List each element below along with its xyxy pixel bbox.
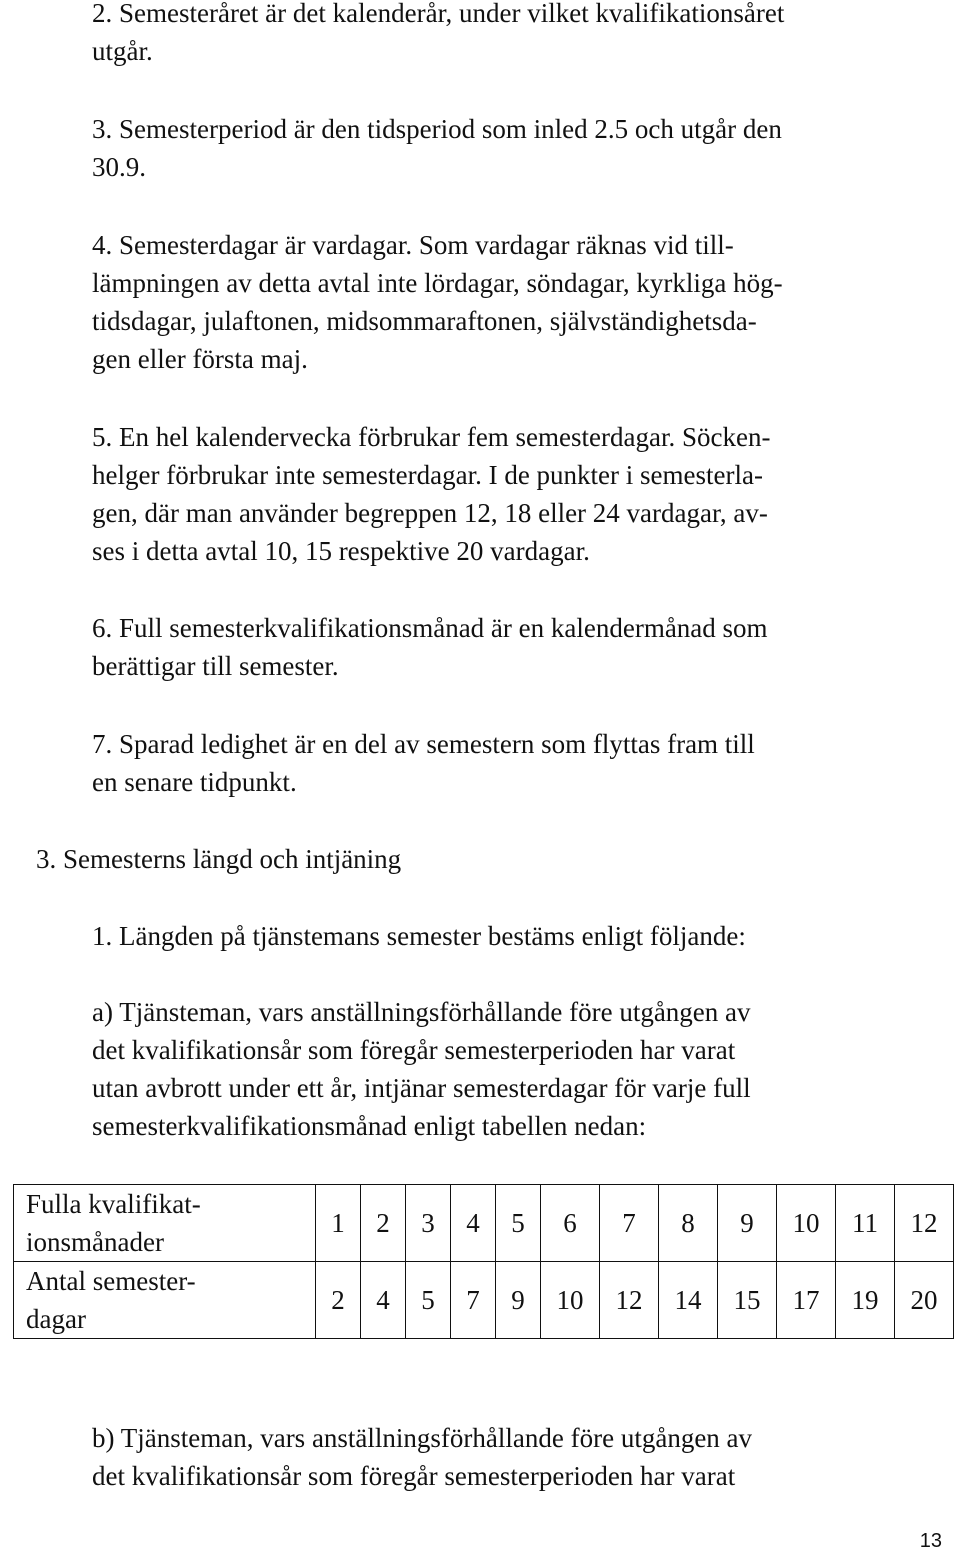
table-cell: 14 — [659, 1262, 718, 1339]
table-cell: 5 — [496, 1185, 541, 1262]
row-header-line: Fulla kvalifikat- — [26, 1189, 201, 1219]
paragraph-line: gen, där man använder begreppen 12, 18 eller 24 vardagar, av- — [92, 498, 768, 528]
table-cell: 10 — [541, 1262, 600, 1339]
row-header-line: Antal semester- — [26, 1266, 196, 1296]
paragraph-line: 4. Semesterdagar är vardagar. Som vardagar räknas vid till- — [92, 230, 734, 260]
paragraph-line: berättigar till semester. — [92, 651, 339, 681]
table-cell: 20 — [895, 1262, 954, 1339]
paragraph-line: 5. En hel kalendervecka förbrukar fem semesterdagar. Söcken- — [92, 422, 771, 452]
vacation-days-table — [13, 1184, 954, 1339]
table-row — [14, 1262, 954, 1339]
table-cell: 8 — [659, 1185, 718, 1262]
paragraph-line: det kvalifikationsår som föregår semesterperioden har varat — [92, 1035, 736, 1065]
paragraph-line: 2. Semesteråret är det kalenderår, under vilket kvalifikationsåret — [92, 0, 785, 28]
paragraph-line: semesterkvalifikationsmånad enligt tabellen nedan: — [92, 1111, 647, 1141]
table-cell: 12 — [895, 1185, 954, 1262]
table-cell: 4 — [361, 1262, 406, 1339]
paragraph-line: 7. Sparad ledighet är en del av semestern som flyttas fram till — [92, 729, 755, 759]
table-cell: 19 — [836, 1262, 895, 1339]
table-cell: 17 — [777, 1262, 836, 1339]
table-cell: 2 — [361, 1185, 406, 1262]
paragraph-line: 30.9. — [92, 152, 146, 182]
paragraph-line: en senare tidpunkt. — [92, 767, 297, 797]
row-header — [14, 1262, 316, 1339]
paragraph-line: tidsdagar, julaftonen, midsommaraftonen, självständighetsda- — [92, 306, 757, 336]
paragraph-line: a) Tjänsteman, vars anställningsförhållande före utgången av — [92, 997, 751, 1027]
table-row — [14, 1185, 954, 1262]
paragraph-line: ses i detta avtal 10, 15 respektive 20 vardagar. — [92, 536, 590, 566]
paragraph-line: 6. Full semesterkvalifikationsmånad är en kalendermånad som — [92, 613, 768, 643]
row-header — [14, 1185, 316, 1262]
paragraph-line: gen eller första maj. — [92, 344, 308, 374]
table-cell: 9 — [496, 1262, 541, 1339]
paragraph-line: b) Tjänsteman, vars anställningsförhållande före utgången av — [92, 1423, 753, 1453]
table-cell: 12 — [600, 1262, 659, 1339]
table-cell: 5 — [406, 1262, 451, 1339]
table-cell: 3 — [406, 1185, 451, 1262]
table-cell: 6 — [541, 1185, 600, 1262]
page-number: 13 — [919, 1530, 942, 1552]
table-cell: 4 — [451, 1185, 496, 1262]
paragraph-line: 1. Längden på tjänstemans semester bestäms enligt följande: — [92, 921, 746, 951]
table-cell: 7 — [600, 1185, 659, 1262]
table-cell: 11 — [836, 1185, 895, 1262]
paragraph-line: 3. Semesterperiod är den tidsperiod som inled 2.5 och utgår den — [92, 114, 782, 144]
table-cell: 1 — [316, 1185, 361, 1262]
table-cell: 7 — [451, 1262, 496, 1339]
paragraph-line: det kvalifikationsår som föregår semesterperioden har varat — [92, 1461, 736, 1491]
paragraph-line: utgår. — [92, 36, 153, 66]
row-header-line: dagar — [26, 1304, 86, 1334]
paragraph-line: utan avbrott under ett år, intjänar semesterdagar för varje full — [92, 1073, 751, 1103]
paragraph-line: lämpningen av detta avtal inte lördagar, söndagar, kyrkliga hög- — [92, 268, 783, 298]
table-cell: 9 — [718, 1185, 777, 1262]
table-cell: 2 — [316, 1262, 361, 1339]
table-cell: 15 — [718, 1262, 777, 1339]
paragraph-line: helger förbrukar inte semesterdagar. I de punkter i semesterla- — [92, 460, 763, 490]
row-header-line: ionsmånader — [26, 1227, 164, 1257]
section-heading: 3. Semesterns längd och intjäning — [36, 844, 402, 874]
table-cell: 10 — [777, 1185, 836, 1262]
